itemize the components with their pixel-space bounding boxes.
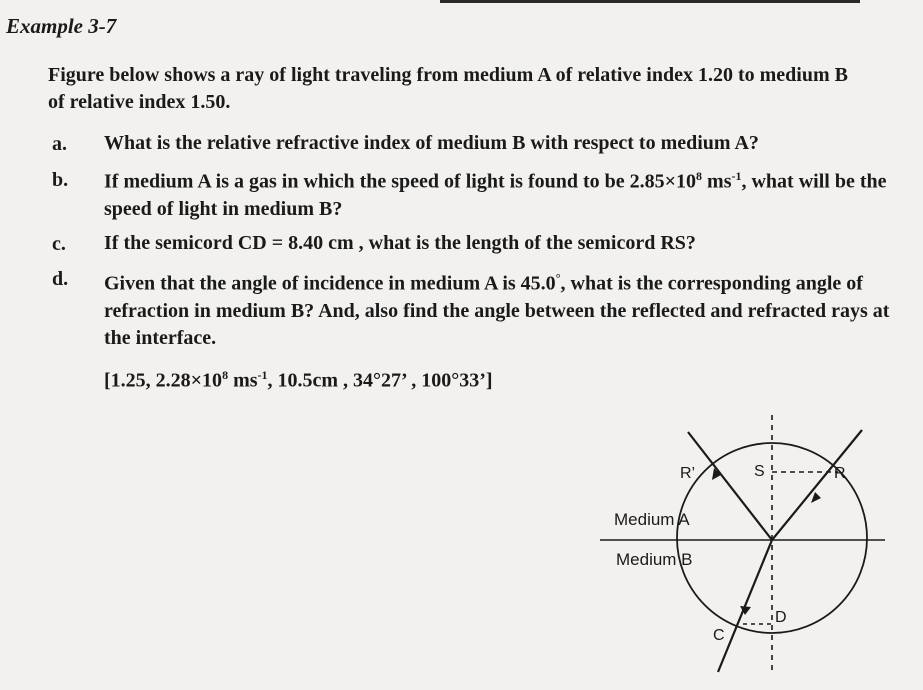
label-medium-a: Medium A [614, 510, 690, 529]
question-b-mark: b. [52, 169, 69, 191]
reflected-ray [688, 432, 772, 540]
incident-arrow [811, 492, 821, 503]
question-c-mark: c. [52, 233, 66, 255]
answer-key: [1.25, $2.28\times 10^8$ $ms^{-1}$, 10.5cm , 34°27’ , 100°33’] [104, 368, 493, 392]
question-d-text: Given that the angle of incidence in medium A is 45.0°, what is the corresponding angle of refraction in medium B? And, also find the angle between the reflected and refracted rays at the interface. [104, 271, 890, 349]
problem-intro: Figure below shows a ray of light traveling from medium A of relative index 1.20 to medium B of relative index 1.50. [48, 64, 848, 113]
label-c: C [713, 627, 725, 644]
question-a-mark: a. [52, 133, 67, 155]
example-heading: Example 3-7 [6, 14, 117, 38]
question-d-mark: d. [52, 268, 69, 290]
question-a-text: What is the relative refractive index of medium B with respect to medium A? [104, 132, 759, 154]
refraction-diagram [600, 410, 900, 680]
label-medium-b: Medium B [616, 550, 693, 569]
label-d: D [775, 609, 787, 626]
question-b-text: If medium A is a gas in which the speed of light is found to be $2.85\times 10^8$ $ms^{-1}$, what will be the speed of light in medium B? [104, 169, 887, 220]
label-r: R [834, 465, 846, 482]
refracted-ray [718, 540, 772, 672]
label-r-prime: R’ [680, 465, 696, 482]
label-s: S [754, 463, 765, 480]
top-rule [440, 0, 860, 3]
question-c-text: If the semicord CD = 8.40 cm , what is the length of the semicord RS? [104, 232, 696, 254]
incident-ray [772, 430, 862, 540]
